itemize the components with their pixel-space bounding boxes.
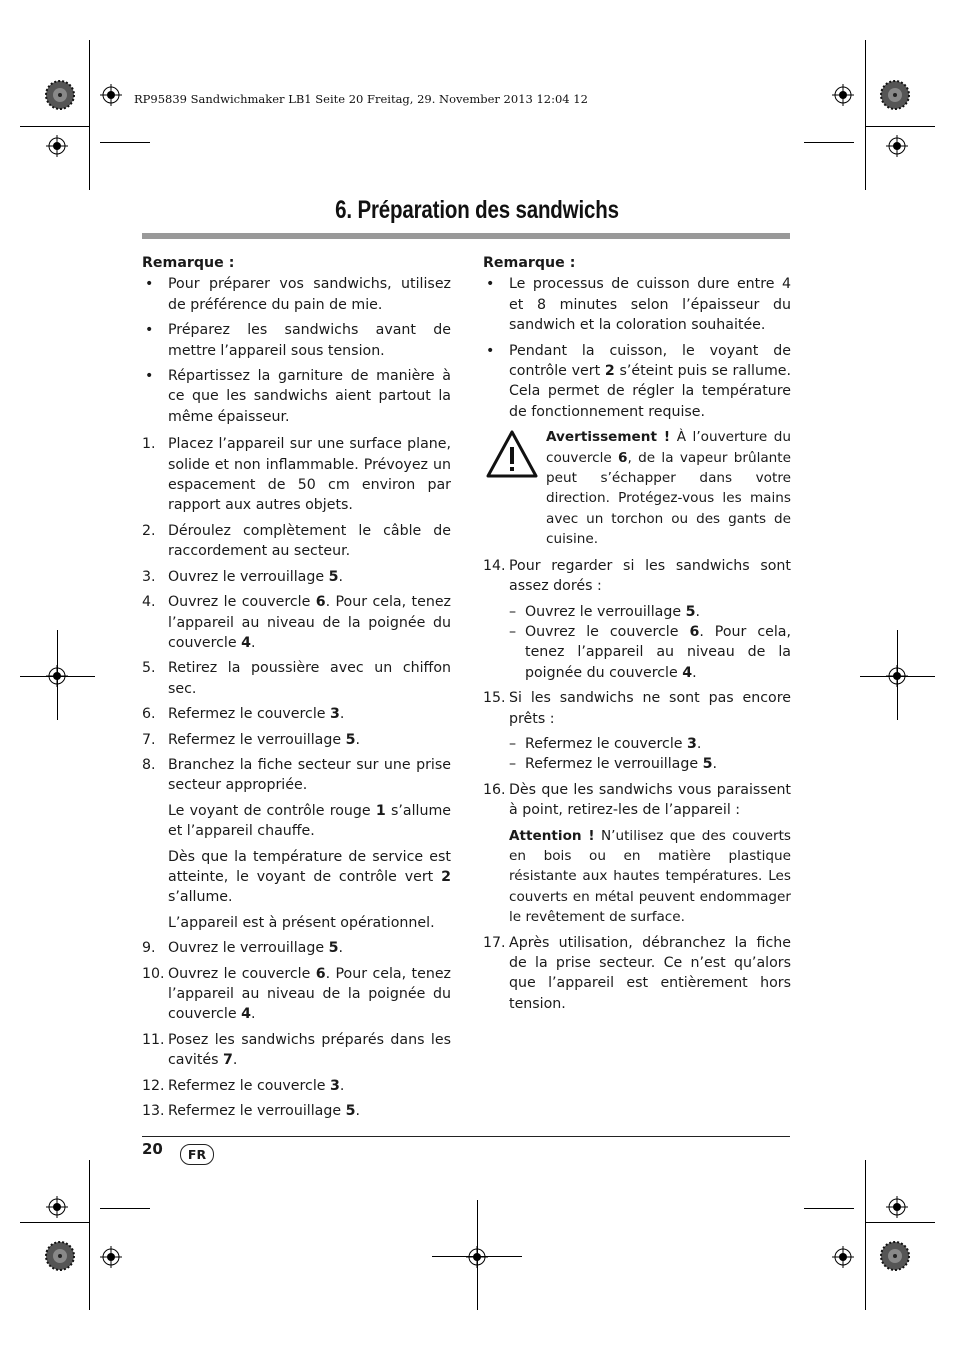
sub-item: – Ouvrez le verrouillage 5. [509,603,700,620]
list-item: • Pendant la cuisson, le voyant de contrôle vert 2 s’éteint puis se rallume. Cela permet de régler la température de fonctionnement requise. [486,342,791,420]
step-item: 4. Ouvrez le couvercle 6. Pour cela, tenez l’appareil au niveau de la poignée du couvercle 4. [142,594,451,651]
step-paragraph: Le voyant de contrôle rouge 1 s’allume et l’appareil chauffe. [168,802,451,840]
step-item: 12. Refermez le couvercle 3. [142,1077,345,1094]
list-item: • Préparez les sandwichs avant de mettre l’appareil sous tension. [145,322,451,359]
sub-item: – Ouvrez le couvercle 6. Pour cela, tenez l’appareil au niveau de la poignée du couvercle 4. [509,623,791,681]
crop-mark [804,142,854,143]
page-title: 6. Préparation des sandwichs [335,196,619,224]
warning-block: Avertissement ! À l’ouverture du couvercle 6, de la vapeur brûlante peut s’échapper dans votre direction. Protégez-vous les mains avec un torchon ou des gants de cuisine. [483,427,791,549]
crop-mark [865,126,935,127]
step-item: 1. Placez l’appareil sur une surface plane, solide et non inflammable. Prévoyez un espacement de 50 cm environ par rapport aux autres objets. [142,436,451,514]
warning-label: Avertissement ! [546,429,671,446]
crop-mark [89,1160,90,1310]
step-paragraph: Dès que la température de service est atteinte, le voyant de contrôle vert 2 s’allume. [168,848,451,906]
registration-mark-icon [832,1246,854,1268]
registration-mark-icon [46,135,68,157]
attention-block: Attention ! N’utilisez que des couverts en bois ou en matière plastique résistante aux hautes températures. Les couverts en métal peuvent endommager le revêtement de surface. [509,827,791,926]
bullet: • [145,368,154,385]
remark-heading: Remarque : [483,255,576,271]
color-bar-wheel-icon [880,1241,910,1271]
list-item: • Répartissez la garniture de manière à ce que les sandwichs aient partout la même épaisseur. [145,368,451,425]
bullet: • [486,342,495,359]
crop-mark [865,1222,935,1223]
title-underline [142,233,790,239]
bullet: • [145,322,154,339]
step-item: 5. Retirez la poussière avec un chiffon sec. [142,660,451,697]
registration-mark-icon [886,1196,908,1218]
left-column [142,253,451,1126]
crop-mark [20,126,90,127]
attention-label: Attention ! [509,827,595,844]
remark-heading: Remarque : [142,255,235,271]
step-item: 8. Branchez la fiche secteur sur une prise secteur appropriée. [142,756,451,794]
crop-mark [100,1208,150,1209]
step-item: 3. Ouvrez le verrouillage 5. [142,568,343,585]
registration-mark-icon [466,1246,488,1268]
warning-triangle-icon [485,429,539,479]
step-item: 7. Refermez le verrouillage 5. [142,731,360,748]
crop-mark [20,1222,90,1223]
registration-mark-icon [100,1246,122,1268]
right-column [483,253,791,1019]
color-bar-wheel-icon [45,1241,75,1271]
print-header: RP95839 Sandwichmaker LB1 Seite 20 Freitag, 29. November 2013 12:04 12 [134,92,588,106]
sub-item: – Refermez le verrouillage 5. [509,756,717,773]
crop-mark [100,142,150,143]
language-badge: FR [180,1144,214,1165]
footer-divider [142,1136,790,1137]
step-item: 14. Pour regarder si les sandwichs sont assez dorés : [483,557,791,595]
color-bar-wheel-icon [880,80,910,110]
registration-mark-icon [100,84,122,106]
step-item: 15. Si les sandwichs ne sont pas encore prêts : [483,690,791,727]
color-bar-wheel-icon [45,80,75,110]
registration-mark-icon [832,84,854,106]
step-item: 10. Ouvrez le couvercle 6. Pour cela, tenez l’appareil au niveau de la poignée du couvercle 4. [142,965,451,1023]
step-item: 6. Refermez le couvercle 3. [142,706,345,723]
step-item: 17. Après utilisation, débranchez la fiche de la prise secteur. Ce n’est qu’alors que l’appareil est entièrement hors tension. [483,934,791,1012]
crop-mark [865,1160,866,1310]
crop-mark [89,40,90,190]
list-item: • Pour préparer vos sandwichs, utilisez de préférence du pain de mie. [145,276,451,313]
step-item: 11. Posez les sandwichs préparés dans les cavités 7. [142,1031,451,1069]
crop-mark [804,1208,854,1209]
list-item: • Le processus de cuisson dure entre 4 et 8 minutes selon l’épaisseur du sandwich et la coloration souhaitée. [486,276,791,334]
registration-mark-icon [46,665,68,687]
step-item: 13. Refermez le verrouillage 5. [142,1103,360,1120]
sub-item: – Refermez le couvercle 3. [509,735,702,752]
registration-mark-icon [886,665,908,687]
step-item: 9. Ouvrez le verrouillage 5. [142,940,343,957]
crop-mark [865,40,866,190]
step-item: 2. Déroulez complètement le câble de raccordement au secteur. [142,522,451,560]
registration-mark-icon [46,1196,68,1218]
bullet: • [486,276,495,293]
bullet: • [145,276,154,293]
step-paragraph: L’appareil est à présent opérationnel. [168,914,435,931]
step-item: 16. Dès que les sandwichs vous paraissent à point, retirez-les de l’appareil : [483,781,791,819]
page-number: 20 [142,1140,163,1158]
registration-mark-icon [886,135,908,157]
